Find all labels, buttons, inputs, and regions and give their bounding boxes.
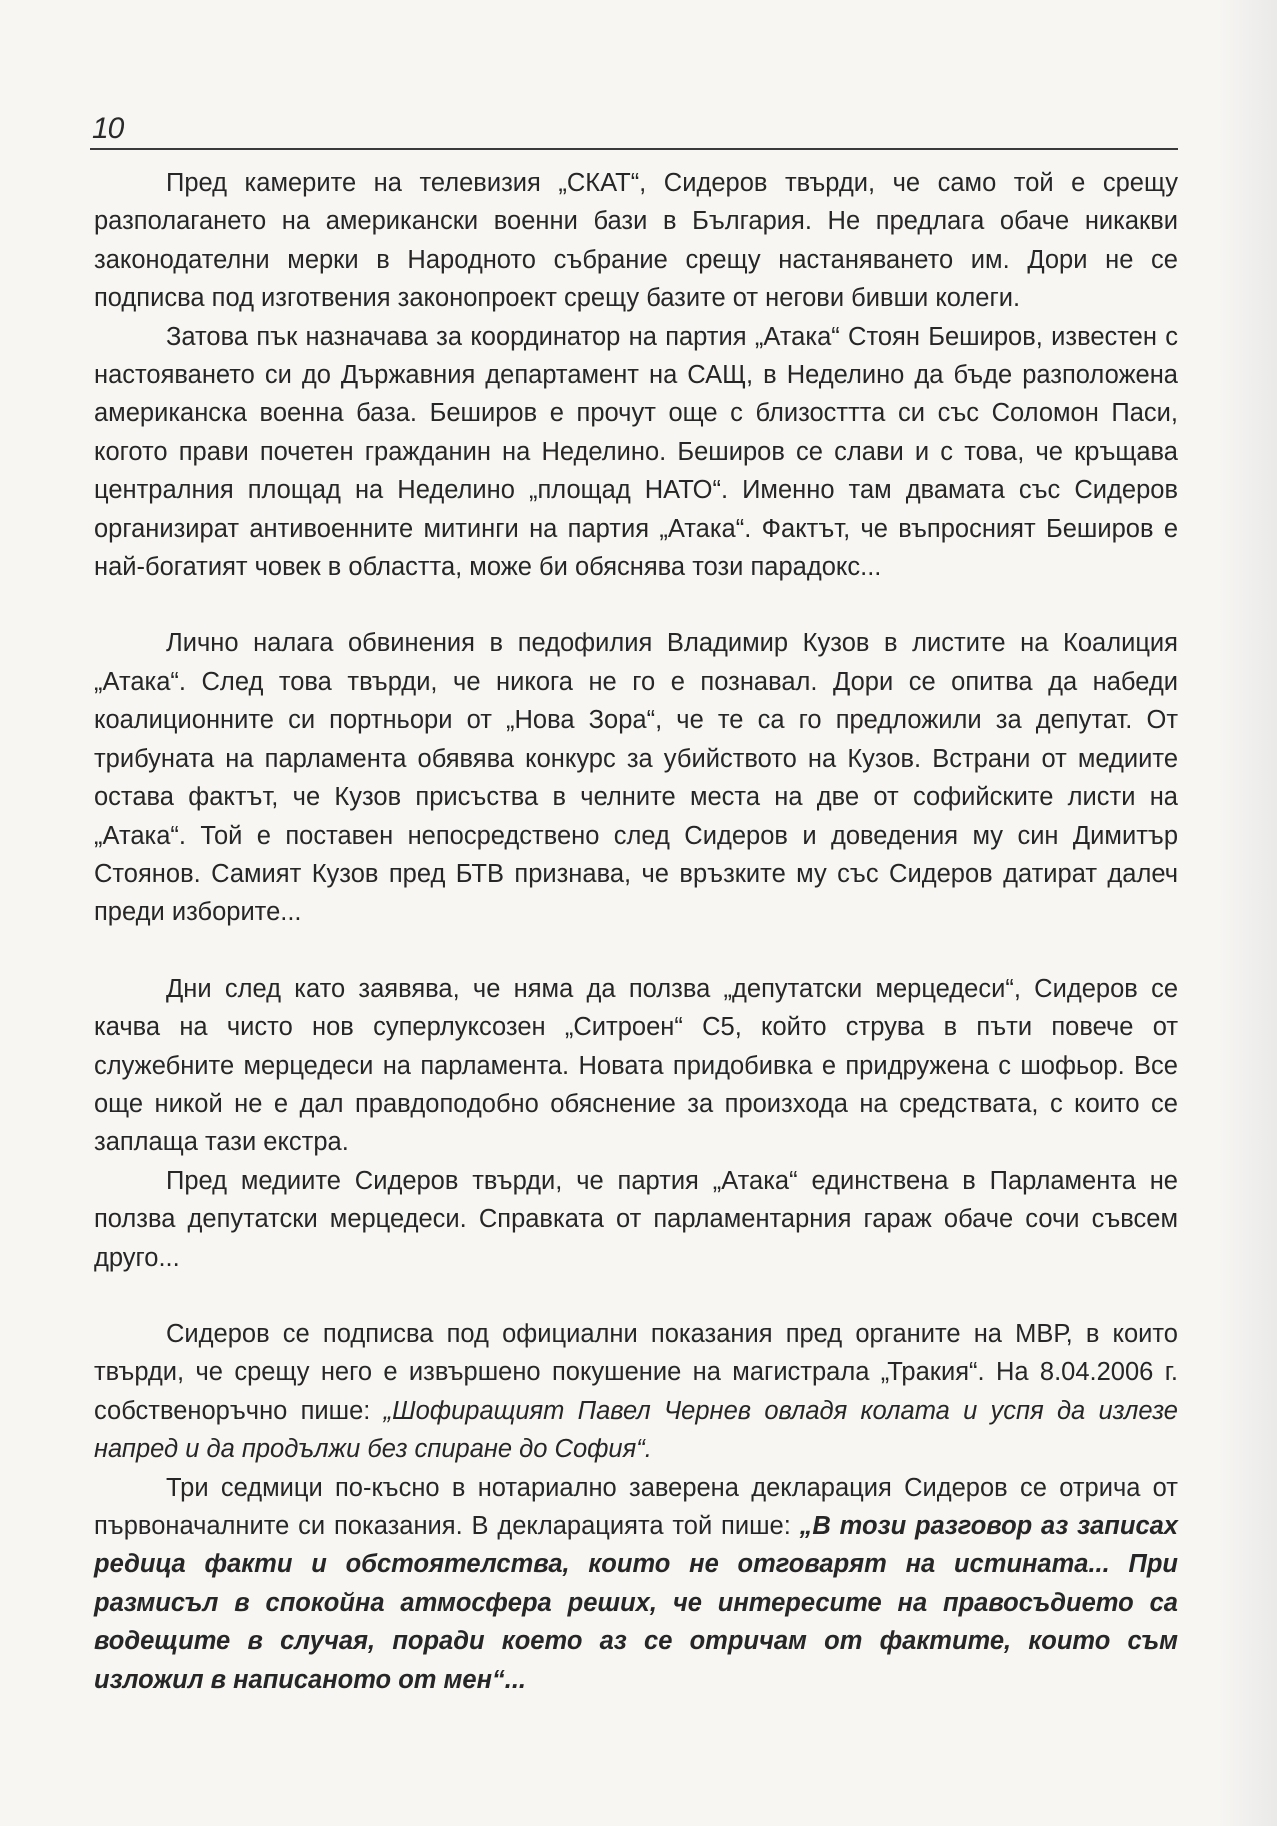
paragraph-3-text: Лично налага обвинения в педофилия Владимир Кузов в листите на Коалиция „Атака“. След това твърди, че никога не го е познавал. Дори се опитва да набеди коалиционните си портньори от „Нова Зора“, че те са го предложили за депутат. От трибуната на парламента обявява конкурс за убийството на Кузов. Встрани от медиите остава фактът, че Кузов присъства в челните места на две от софийските листи на „Атака“. Той е поставен непосредствено след Сидеров и доведения му син Димитър Стоянов. Самият Кузов пред БТВ признава, че връзките му със Сидеров датират далеч преди изборите... — [94, 629, 1178, 927]
paragraph-7-quote: „В този разговор аз записах редица факти и обстоятелства, които не отговарят на истината... При размисъл в спокойна атмосфера реших, че интересите на правосъдието са водещите в случая, поради което аз се отричам от фактите, които съм изложил в написаното от мен“... — [94, 1512, 1178, 1694]
paragraph-5 — [94, 1162, 1178, 1277]
paragraph-6 — [94, 1315, 1178, 1469]
header-rule — [90, 148, 1178, 150]
paragraph-4 — [94, 970, 1178, 1162]
paragraph-6-quote: „Шофиращият Павел Чернев овладя колата и успя да излезе напред и да продължи без спиране до София“. — [94, 1396, 1178, 1464]
body-text — [94, 164, 1178, 1699]
paragraph-2 — [94, 318, 1178, 587]
paragraph-1-text: Пред камерите на телевизия „СКАТ“, Сидеров твърди, че само той е срещу разполагането на американски военни бази в България. Не предлага обаче никакви законодателни мерки в Народното събрание срещу настаняването им. Дори не се подписва под изготвения законопроект срещу базите от негови бивши колеги. — [94, 169, 1178, 313]
paragraph-7 — [94, 1469, 1178, 1699]
paragraph-6-text: Сидеров се подписва под официални показания пред органите на МВР, в които твърди, че срещу него е извършено покушение на магистрала „Тракия“. На 8.04.2006 г. собственоръчно пише: — [94, 1319, 1178, 1425]
paragraph-1 — [94, 164, 1178, 318]
paragraph-2-text: Затова пък назначава за координатор на партия „Атака“ Стоян Беширов, известен с настояването си до Държавния департамент на САЩ, в Неделино да бъде разположена американска военна база. Беширов е прочут още с близосттта си със Соломон Паси, когото прави почетен гражданин на Неделино. Беширов се слави и с това, че кръщава централния площад на Неделино „площад НАТО“. Именно там двамата със Сидеров организират антивоенните митинги на партия „Атака“. Фактът, че въпросният Беширов е най-богатият човек в областта, може би обяснява този парадокс... — [94, 322, 1178, 582]
page-edge-shadow — [1217, 0, 1277, 1826]
paragraph-3 — [94, 624, 1178, 931]
paragraph-5-text: Пред медиите Сидеров твърди, че партия „Атака“ единствена в Парламента не ползва депутатски мерцедеси. Справката от парламентарния гараж обаче сочи съвсем друго... — [94, 1166, 1178, 1272]
paragraph-4-text: Дни след като заявява, че няма да ползва „депутатски мерцедеси“, Сидеров се качва на чисто нов суперлуксозен „Ситроен“ С5, който струва в пъти повече от служебните мерцедеси на парламента. Новата придобивка е придружена с шофьор. Все още никой не е дал правдоподобно обяснение за произхода на средствата, с които се заплаща тази екстра. — [94, 974, 1178, 1157]
paragraph-7-text: Три седмици по-късно в нотариално заверена декларация Сидеров се отрича от първоначалните си показания. В декларацията той пише: — [94, 1473, 1178, 1540]
page-number: 10 — [92, 112, 124, 145]
